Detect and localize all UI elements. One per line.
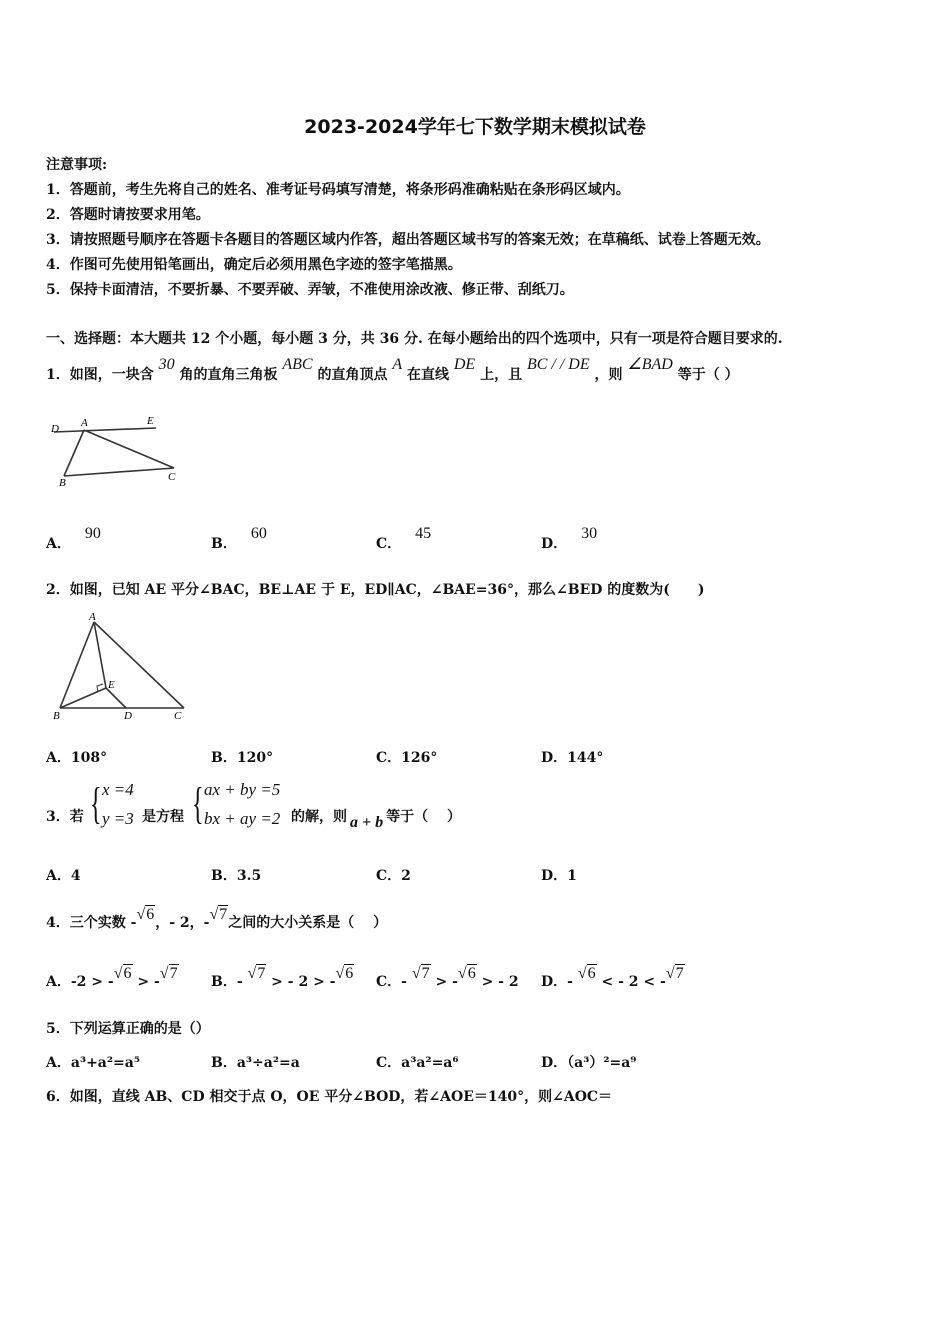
segment-bc <box>64 468 174 476</box>
section-heading: 一、选择题：本大题共 12 个小题，每小题 3 分，共 36 分. 在每小题给出的四个选项中，只有一项是符合题目要求的. <box>46 331 783 347</box>
notice-item: 4．作图可先使用铅笔画出，确定后必须用黑色字迹的签字笔描黑。 <box>46 257 462 273</box>
segment-ac <box>94 622 184 708</box>
q1-option-b[interactable]: B．60 <box>211 525 267 552</box>
q3-option-c[interactable]: C．2 <box>376 868 411 884</box>
label-e: E <box>108 679 115 691</box>
notice-item: 5．保持卡面清洁，不要折暴、不要弄破、弄皱，不准使用涂改液、修正带、刮纸刀。 <box>46 282 574 298</box>
label-e: E <box>147 415 154 427</box>
line-de <box>54 428 156 432</box>
system-2: { ax + by =5 bx + ay =2 <box>192 776 292 834</box>
notice-item: 1．答题前，考生先将自己的姓名、准考证号码填写清楚，将条形码准确粘贴在条形码区域内。 <box>46 182 630 198</box>
q2-option-d[interactable]: D．144° <box>541 750 604 766</box>
q1-option-a[interactable]: A．90 <box>46 525 101 552</box>
q3-option-b[interactable]: B．3.5 <box>211 868 262 884</box>
q2-option-b[interactable]: B．120° <box>211 750 274 766</box>
system-1-eq2: y =3 <box>102 809 134 828</box>
segment-ab <box>64 430 84 476</box>
q2-option-c[interactable]: C．126° <box>376 750 438 766</box>
question-6-stem: 6．如图，直线 AB、CD 相交于点 O，OE 平分∠BOD，若∠AOE＝140°，则∠AOC＝ <box>46 1089 613 1105</box>
q3-option-a[interactable]: A．4 <box>46 868 81 884</box>
label-c: C <box>168 471 176 483</box>
question-4-stem: 4．三个实数 -√6，- 2，-√7之间的大小关系是（ ） <box>46 906 388 931</box>
system-1-eq1: x =4 <box>102 780 134 799</box>
question-3-label: 3．若 <box>46 809 84 825</box>
question-5-stem: 5．下列运算正确的是（） <box>46 1021 210 1037</box>
question-3-text-3: 的解，则 a + b 等于（ ） <box>291 809 461 831</box>
question-1-figure <box>46 410 196 492</box>
page-title: 2023-2024学年七下数学期末模拟试卷 <box>304 116 646 138</box>
q4-option-b[interactable]: B．- √7 > - 2 > -√6 <box>211 965 354 990</box>
q1-option-d[interactable]: D．30 <box>541 525 598 552</box>
label-a: A <box>89 611 96 623</box>
label-d: D <box>51 423 59 435</box>
label-a: A <box>81 417 88 429</box>
notice-heading: 注意事项: <box>46 157 108 173</box>
q2-option-a[interactable]: A．108° <box>46 750 108 766</box>
q3-option-d[interactable]: D．1 <box>541 868 577 884</box>
label-d: D <box>124 710 132 722</box>
segment-ed <box>106 688 126 708</box>
q1-option-c[interactable]: C．45 <box>376 525 432 552</box>
notice-item: 3．请按照题号顺序在答题卡各题目的答题区域内作答，超出答题区域书写的答案无效；在草稿纸、试卷上答题无效。 <box>46 232 770 248</box>
q4-option-a[interactable]: A．-2 > -√6 > -√7 <box>46 965 178 990</box>
system-2-eq1: ax + by =5 <box>204 780 281 799</box>
segment-ac <box>84 430 174 468</box>
q5-option-a[interactable]: A．a³+a²=a⁵ <box>46 1055 140 1071</box>
q4-option-d[interactable]: D．- √6 < - 2 < -√7 <box>541 965 684 990</box>
q5-option-c[interactable]: C．a³a²=a⁶ <box>376 1055 459 1071</box>
question-2-figure <box>46 608 196 726</box>
question-2-stem: 2．如图，已知 AE 平分∠BAC，BE⊥AE 于 E，ED∥AC，∠BAE=36°，那么∠BED 的度数为( ) <box>46 582 705 598</box>
notice-item: 2．答题时请按要求用笔。 <box>46 207 210 223</box>
system-1: { x =4 y =3 <box>90 776 142 834</box>
q5-option-d[interactable]: D．（a³）²=a⁹ <box>541 1055 637 1071</box>
question-3-text-2: 是方程 <box>142 809 184 825</box>
q4-option-c[interactable]: C．- √7 > -√6 > - 2 <box>376 965 519 990</box>
label-b: B <box>59 477 66 489</box>
q5-option-b[interactable]: B．a³÷a²=a <box>211 1055 300 1071</box>
question-1-stem: 1．如图，一块含 30 角的直角三角板 ABC 的直角顶点 A 在直线 DE 上，且 BC / / DE ，则 ∠BAD 等于（ ） <box>46 356 739 383</box>
label-b: B <box>53 710 60 722</box>
system-2-eq2: bx + ay =2 <box>204 809 281 828</box>
label-c: C <box>174 710 182 722</box>
